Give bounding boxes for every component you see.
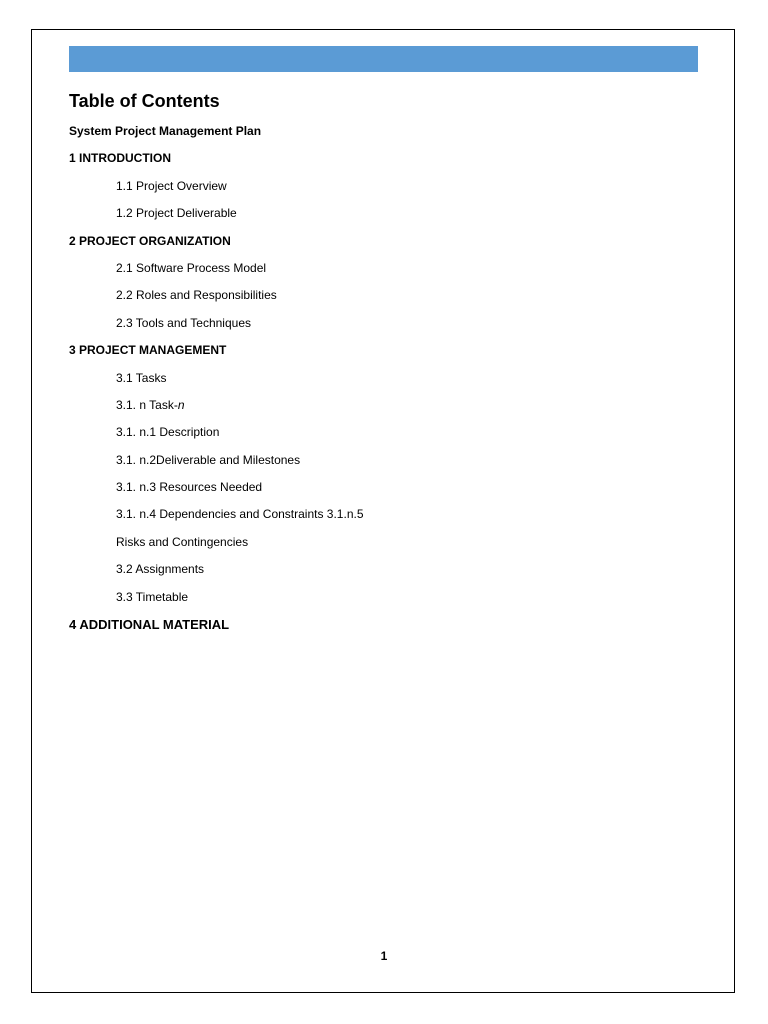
toc-item-1-1[interactable]: 1.1 Project Overview (116, 178, 227, 193)
toc-item-3-3[interactable]: 3.3 Timetable (116, 589, 189, 604)
toc-item-3-1-n-italic: n (177, 397, 185, 412)
page-title: Table of Contents (69, 91, 220, 111)
toc-item-3-2[interactable]: 3.2 Assignments (116, 562, 205, 577)
toc-item-1-2[interactable]: 1.2 Project Deliverable (116, 206, 237, 221)
toc-section-3[interactable]: 3 PROJECT MANAGEMENT (69, 343, 227, 358)
toc-item-3-1-n-prefix: 3.1. n Task- (116, 397, 178, 412)
toc-item-3-1-n-5[interactable]: Risks and Contingencies (116, 534, 249, 549)
toc-item-3-1-n-2[interactable]: 3.1. n.2Deliverable and Milestones (116, 452, 301, 467)
page-number: 1 (380, 949, 388, 963)
toc-item-3-1[interactable]: 3.1 Tasks (116, 370, 167, 385)
header-bar (69, 46, 698, 72)
toc-subtitle: System Project Management Plan (69, 124, 262, 138)
toc-item-3-1-n-4[interactable]: 3.1. n.4 Dependencies and Constraints 3.1.n.5 (116, 507, 364, 522)
toc-item-3-1-n-3[interactable]: 3.1. n.3 Resources Needed (116, 480, 263, 495)
toc-list (69, 118, 689, 638)
toc-section-1[interactable]: 1 INTRODUCTION (69, 151, 171, 166)
toc-section-2[interactable]: 2 PROJECT ORGANIZATION (69, 233, 231, 248)
toc-item-2-3[interactable]: 2.3 Tools and Techniques (116, 315, 251, 330)
toc-item-2-1[interactable]: 2.1 Software Process Model (116, 260, 267, 275)
toc-item-3-1-n[interactable] (69, 392, 689, 419)
toc-item-2-2[interactable]: 2.2 Roles and Responsibilities (116, 288, 277, 303)
toc-item-3-1-n-1[interactable]: 3.1. n.1 Description (116, 425, 220, 440)
toc-section-4[interactable]: 4 ADDITIONAL MATERIAL (69, 617, 230, 633)
